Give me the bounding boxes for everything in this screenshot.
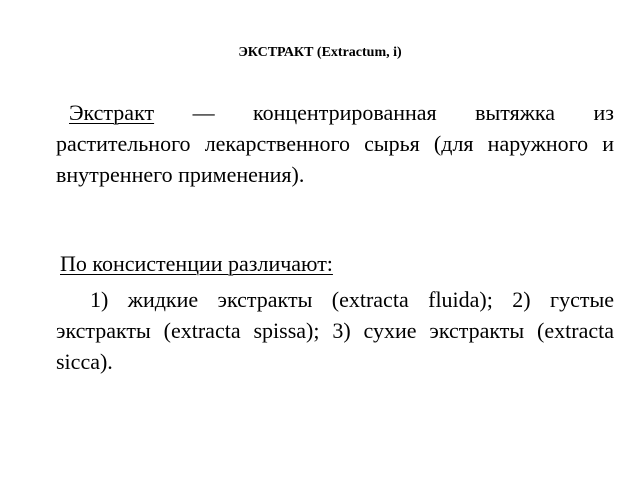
classification-heading bbox=[60, 248, 618, 279]
definition-text: — концентрированная вытяжка из растительного лекарственного сырья (для наружного и внутреннего применения). bbox=[56, 100, 614, 187]
definition-paragraph bbox=[56, 97, 614, 190]
slide-title: ЭКСТРАКТ (Extractum, i) bbox=[238, 45, 402, 60]
classification-paragraph: 1) жидкие экстракты (extracta fluida); 2) густые экстракты (extracta spissa); 3) сухие экстракты (extracta sicca). bbox=[56, 287, 614, 374]
definition-term: Экстракт bbox=[69, 100, 155, 125]
classification-heading-text: По консистенции различают: bbox=[60, 251, 333, 276]
